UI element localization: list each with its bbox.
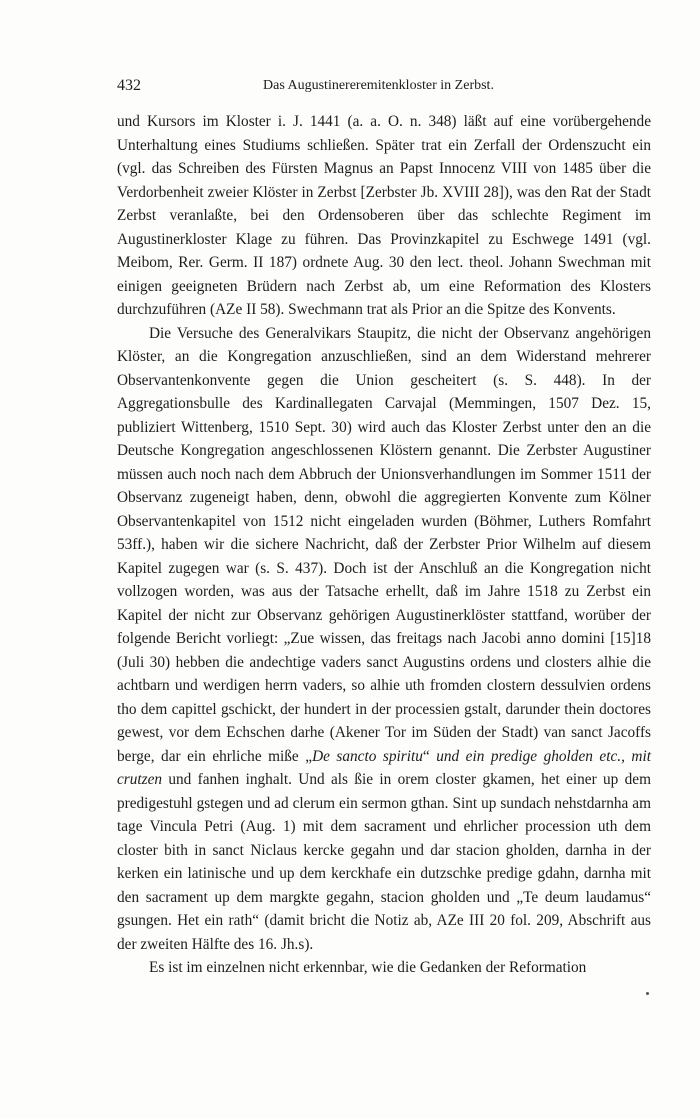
stray-mark	[646, 992, 649, 995]
italic-text: und ein predige gholden etc., mit crutzen	[117, 747, 651, 788]
text-segment: “	[422, 747, 437, 765]
text-segment: und Kursors im Kloster i. J. 1441 (a. a. O. n. 348) läßt auf eine vorübergehende Unterhaltung eines Studiums schließen. Später trat ein Zerfall der Ordenszucht ein (vgl. das Schreiben des Fürsten Magnus an Papst Innocenz VIII von 1485 über die Verdorbenheit zweier Klöster in Zerbst [Zerbster Jb. XVIII 28]), was den Rat der Stadt Zerbst veranlaßte, bei den Ordensoberen über das schlechte Regiment im Augustinerkloster Klage zu führen. Das Provinzkapitel zu Eschwege 1491 (vgl. Meibom, Rer. Germ. II 187) ordnete Aug. 30 den lect. theol. Johann Swechman mit einigen geeigneten Brüdern nach Zerbst ab, um eine Reformation des Klosters durchzuführen (AZe II 58). Swechmann trat als Prior an die Spitze des Konvents.	[117, 113, 651, 318]
paragraph	[117, 956, 651, 980]
paragraph	[117, 110, 651, 322]
italic-text: De sancto spiritu	[312, 747, 423, 765]
page-header	[117, 74, 651, 98]
page-number: 432	[117, 77, 141, 94]
paragraph	[117, 322, 651, 957]
body-text	[117, 110, 651, 980]
text-segment: Die Versuche des Generalvikars Staupitz, die nicht der Observanz angehörigen Klöster, an die Kongregation anzuschließen, sind an dem Widerstand mehrerer Observantenkonvente gegen die Union gescheitert (s. S. 448). In der Aggregationsbulle des Kardinallegaten Carvajal (Memmingen, 1507 Dez. 15, publiziert Wittenberg, 1510 Sept. 30) wird auch das Kloster Zerbst unter den an die Deutsche Kongregation angeschlossenen Klöstern genannt. Die Zerbster Augustiner müssen auch noch nach dem Abbruch der Unionsverhandlungen im Sommer 1511 der Observanz zugeneigt haben, denn, obwohl die aggregierten Konvente zum Kölner Observantenkapitel von 1512 nicht eingeladen wurden (Böhmer, Luthers Romfahrt 53ff.), haben wir die sichere Nachricht, daß der Zerbster Prior Wilhelm auf diesem Kapitel zugegen war (s. S. 437). Doch ist der Anschluß an die Kongregation nicht vollzogen worden, was aus der Tatsache erhellt, daß im Jahre 1518 zu Zerbst ein Kapitel der nicht zur Observanz gehörigen Augustinerklöster stattfand, worüber der folgende Bericht vorliegt: „Zue wissen, das freitags nach Jacobi anno domini [15]18 (Juli 30) hebben die andechtige vaders sanct Augustins ordens und closters alhie die achtbarn und werdigen herrn vaders, so alhie uth fromden clostern dessulvien ordens tho dem capittel gschickt, der hundert in der processien gstalt, darunder thein doctores gewest, vor dem Echschen darhe (Akener Tor im Süden der Stadt) van sanct Jacoffs berge, dar ein ehrliche mißе „	[117, 324, 651, 765]
text-segment: und fanhen inghalt. Und als ßie in orem closter gkamen, het einer up dem predigestuhl gstegen und ad clerum ein sermon gthan. Sint up sundach nehstdarnha am tage Vincula Petri (Aug. 1) mit dem sacrament und ehrlicher procession uth dem closter bith in sanct Niclaus kercke gegahn und dar stacion gholden, darnha in der kerken ein latinische und up dem kerckhafe ein dutzschke predige gdahn, darnha mit den sacrament up dem margkte gegahn, stacion gholden und „Te deum laudamus“ gsungen. Het ein rath“ (damit bricht die Notiz ab, AZe III 20 fol. 209, Abschrift aus der zweiten Hälfte des 16. Jh.s).	[117, 771, 651, 953]
text-segment: Es ist im einzelnen nicht erkennbar, wie die Gedanken der Reformation	[149, 959, 587, 976]
running-title: Das Augustinereremitenkloster in Zerbst.	[263, 78, 494, 93]
